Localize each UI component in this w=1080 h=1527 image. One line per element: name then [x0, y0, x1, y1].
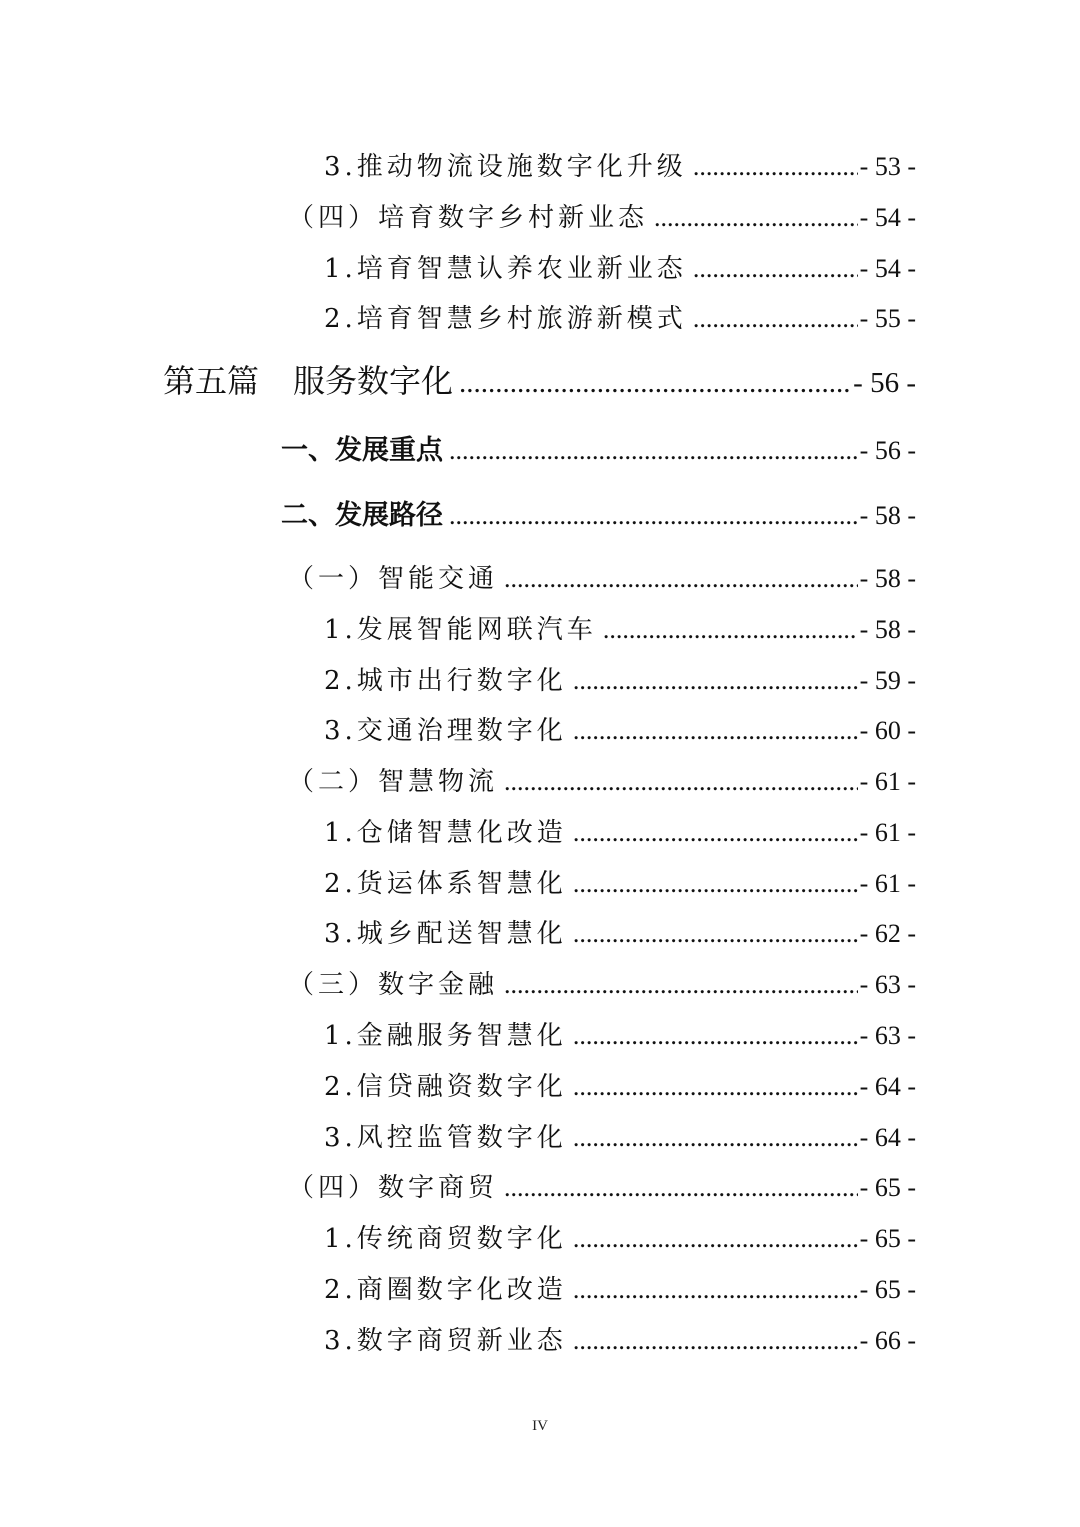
dot-leader	[449, 501, 858, 531]
toc-entry-title: 3.风控监管数字化	[324, 1123, 567, 1153]
toc-entry-title: （四）培育数字乡村新业态	[288, 203, 649, 233]
toc-entry[interactable]	[288, 197, 916, 234]
toc-entry-title: 2.培育智慧乡村旅游新模式	[324, 304, 687, 334]
dot-leader	[573, 1275, 858, 1305]
toc-entry-page: - 66 -	[859, 1326, 916, 1355]
toc-entry[interactable]	[324, 1269, 916, 1306]
part-number: 第五篇	[163, 362, 260, 400]
part-name: 服务数字化	[293, 362, 454, 400]
toc-entry[interactable]	[324, 1015, 916, 1052]
toc-entry-title: （三）数字金融	[288, 970, 499, 1000]
dot-leader	[573, 1224, 858, 1254]
toc-entry-page: - 60 -	[859, 716, 916, 745]
toc-entry-page: - 64 -	[859, 1072, 916, 1101]
toc-entry[interactable]	[281, 493, 916, 532]
dot-leader	[504, 970, 858, 1000]
toc-entry-page: - 59 -	[859, 666, 916, 695]
toc-entry[interactable]	[281, 428, 916, 467]
toc-entry-title: 1.传统商贸数字化	[324, 1224, 567, 1254]
toc-entry-title: 3.推动物流设施数字化升级	[324, 152, 687, 182]
toc-entry[interactable]	[324, 660, 916, 697]
toc-entry[interactable]	[324, 609, 916, 646]
toc-entry[interactable]	[324, 146, 916, 183]
toc-entry-title: （一）智能交通	[288, 564, 499, 594]
toc-entry-page: - 58 -	[859, 615, 916, 644]
dot-leader	[693, 304, 858, 334]
dot-leader	[573, 1123, 858, 1153]
toc-entry-title: 1.培育智慧认养农业新业态	[324, 254, 687, 284]
toc-entry-page: - 58 -	[859, 564, 916, 593]
toc-entry[interactable]	[324, 1320, 916, 1357]
toc-entry-page: - 65 -	[859, 1224, 916, 1253]
toc-entry[interactable]	[324, 1066, 916, 1103]
toc-entry-title: 3.数字商贸新业态	[324, 1326, 567, 1356]
toc-entry-title: 1.发展智能网联汽车	[324, 615, 597, 645]
toc-entry-page: - 56 -	[853, 367, 916, 399]
toc-entry[interactable]	[324, 1117, 916, 1154]
dot-leader	[573, 1021, 858, 1051]
toc-entry-title: 2.商圈数字化改造	[324, 1275, 567, 1305]
toc-entry-title: （二）智慧物流	[288, 767, 499, 797]
toc-entry-page: - 63 -	[859, 1021, 916, 1050]
dot-leader	[693, 254, 858, 284]
toc-entry-page: - 61 -	[859, 869, 916, 898]
dot-leader	[573, 919, 858, 949]
toc-entry-page: - 54 -	[859, 203, 916, 232]
toc-entry[interactable]	[324, 1218, 916, 1255]
toc-entry-page: - 61 -	[859, 818, 916, 847]
toc-entry[interactable]	[288, 558, 916, 595]
toc-entry-page: - 63 -	[859, 970, 916, 999]
toc-entry-title: 一、发展重点	[281, 435, 443, 466]
dot-leader	[573, 1326, 858, 1356]
dot-leader	[573, 818, 858, 848]
toc-entry-page: - 65 -	[859, 1275, 916, 1304]
toc-entry-title: 1.金融服务智慧化	[324, 1021, 567, 1051]
toc-entry-page: - 58 -	[859, 501, 916, 530]
toc-entry-title: 2.货运体系智慧化	[324, 869, 567, 899]
toc-entry-title: 3.城乡配送智慧化	[324, 919, 567, 949]
toc-entry[interactable]	[324, 248, 916, 285]
toc-entry-page: - 61 -	[859, 767, 916, 796]
toc-entry-title: 1.仓储智慧化改造	[324, 818, 567, 848]
toc-entry[interactable]	[324, 812, 916, 849]
toc-entry-page: - 62 -	[859, 919, 916, 948]
toc-entry-page: - 64 -	[859, 1123, 916, 1152]
toc-entry[interactable]	[324, 863, 916, 900]
toc-entry-title: 2.城市出行数字化	[324, 666, 567, 696]
dot-leader	[654, 203, 858, 233]
toc-entry[interactable]	[288, 1167, 916, 1204]
dot-leader	[603, 615, 858, 645]
toc-entry-page: - 54 -	[859, 254, 916, 283]
toc-entry-page: - 56 -	[859, 436, 916, 465]
dot-leader	[573, 869, 858, 899]
dot-leader	[449, 436, 858, 466]
toc-entry[interactable]	[324, 710, 916, 747]
toc-entry-page: - 65 -	[859, 1173, 916, 1202]
dot-leader	[573, 666, 858, 696]
toc-entry[interactable]	[288, 761, 916, 798]
toc-part-heading[interactable]	[163, 356, 916, 402]
dot-leader	[504, 767, 858, 797]
dot-leader	[573, 716, 858, 746]
dot-leader	[459, 367, 851, 400]
toc-entry-page: - 55 -	[859, 304, 916, 333]
toc-entry-title: 二、发展路径	[281, 500, 443, 531]
page-footer-number: IV	[532, 1418, 548, 1434]
toc-entry-title: （四）数字商贸	[288, 1173, 499, 1203]
dot-leader	[573, 1072, 858, 1102]
toc-entry-title: 2.信贷融资数字化	[324, 1072, 567, 1102]
toc-entry-title: 3.交通治理数字化	[324, 716, 567, 746]
toc-part-title	[163, 356, 453, 402]
dot-leader	[693, 152, 858, 182]
toc-entry[interactable]	[324, 913, 916, 950]
toc-entry[interactable]	[324, 298, 916, 335]
dot-leader	[504, 564, 858, 594]
toc-entry[interactable]	[288, 964, 916, 1001]
toc-entry-page: - 53 -	[859, 152, 916, 181]
dot-leader	[504, 1173, 858, 1203]
